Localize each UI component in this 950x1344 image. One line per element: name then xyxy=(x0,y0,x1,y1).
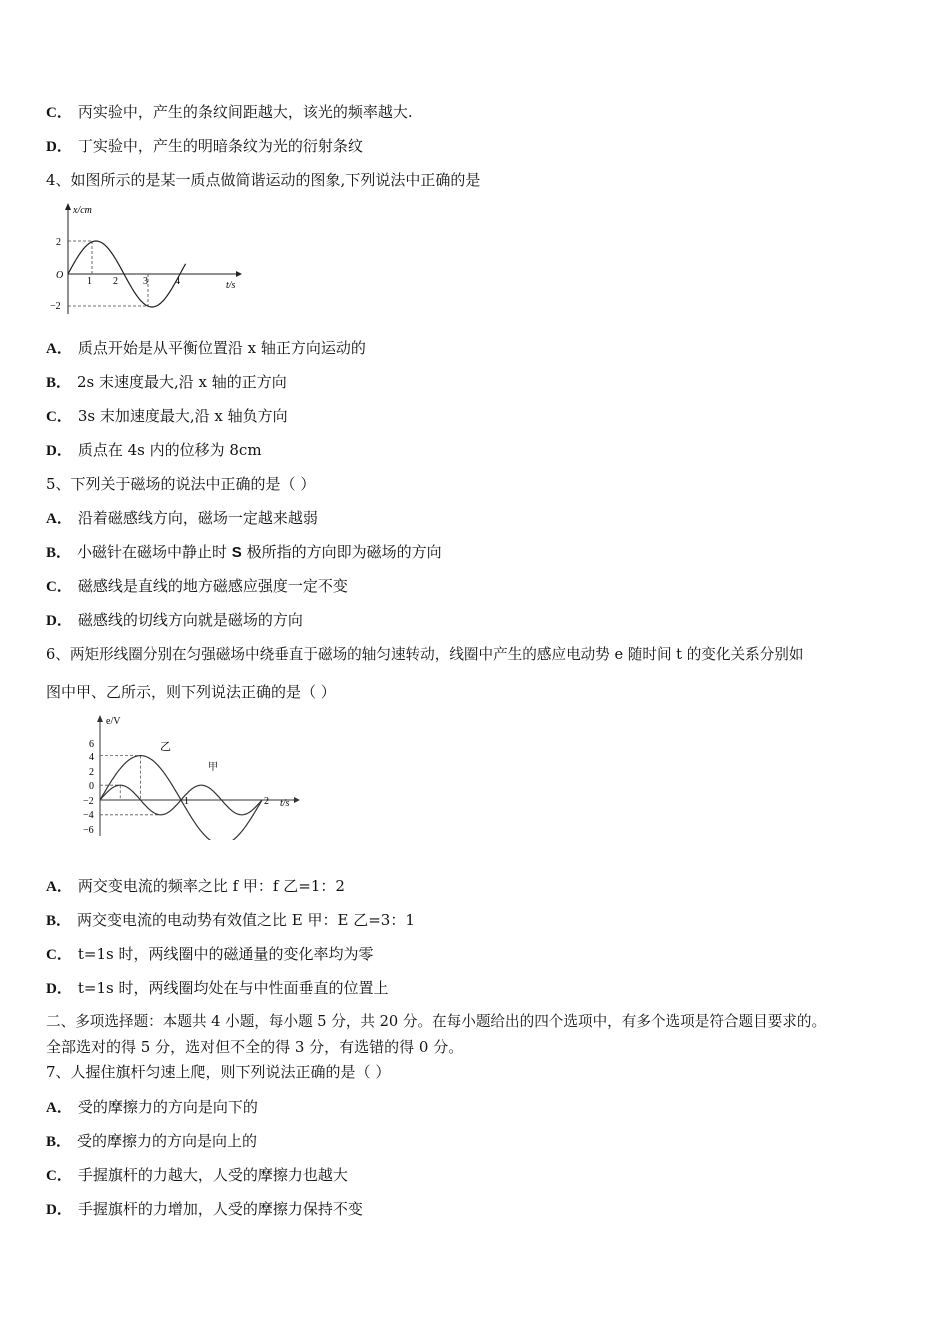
shm-graph xyxy=(46,198,246,318)
q5-option-a xyxy=(46,508,318,529)
option-label: C． xyxy=(46,1168,72,1184)
option-label: B． xyxy=(46,375,72,391)
option-text: 两交变电流的电动势有效值之比 E 甲：E 乙=3：1 xyxy=(77,911,415,929)
option-label: D． xyxy=(46,443,72,459)
q6-stem-line2: 图中甲、乙所示，则下列说法正确的是（ ） xyxy=(46,683,336,701)
option-text: 磁感线是直线的地方磁感应强度一定不变 xyxy=(77,577,348,595)
section2-heading-line1: 二、多项选择题：本题共 4 小题，每小题 5 分，共 20 分。在每小题给出的四个选项中，有多个选项是符合题目要求的。 xyxy=(46,1013,827,1030)
q4-stem: 4、如图所示的是某一质点做简谐运动的图象,下列说法中正确的是 xyxy=(46,171,481,189)
q4-option-d xyxy=(46,440,262,461)
option-text: 手握旗杆的力增加，人受的摩擦力保持不变 xyxy=(77,1200,363,1218)
option-text: 3s 末加速度最大,沿 x 轴负方向 xyxy=(77,407,288,425)
x-axis-arrow xyxy=(236,271,242,277)
option-text: 质点开始是从平衡位置沿 x 轴正方向运动的 xyxy=(77,339,366,357)
q5-option-b xyxy=(46,542,442,563)
q6-option-d xyxy=(46,978,388,999)
series-label-yi: 乙 xyxy=(160,741,171,753)
option-text: 受的摩擦力的方向是向下的 xyxy=(77,1098,258,1116)
option-label: D． xyxy=(46,613,72,629)
q3-option-c xyxy=(46,102,413,123)
q4-option-a xyxy=(46,338,366,359)
y-tick-neg2: −2 xyxy=(50,301,61,312)
y-tick-6: 6 xyxy=(89,739,94,750)
q6-option-b xyxy=(46,910,415,931)
y-tick-neg6: −6 xyxy=(83,825,94,836)
option-label: B． xyxy=(46,545,72,561)
option-text-before: 小磁针在磁场中静止时 xyxy=(77,543,232,561)
q3-option-d xyxy=(46,136,363,157)
x-axis-arrow xyxy=(294,797,300,803)
y-axis-arrow xyxy=(65,203,71,210)
q4-option-b xyxy=(46,372,287,393)
y-tick-0: 0 xyxy=(89,781,94,792)
q7-option-d xyxy=(46,1199,363,1220)
option-label: D． xyxy=(46,981,72,997)
series-label-jia: 甲 xyxy=(208,762,218,773)
y-tick-neg4: −4 xyxy=(83,810,94,821)
option-text: 丁实验中，产生的明暗条纹为光的衍射条纹 xyxy=(77,137,363,155)
x-tick-3: 3 xyxy=(143,276,148,287)
q5-option-d xyxy=(46,610,303,631)
curve-yi xyxy=(100,756,262,840)
option-label: C． xyxy=(46,579,72,595)
q6-option-a xyxy=(46,876,345,897)
option-label: D． xyxy=(46,139,72,155)
option-text: 质点在 4s 内的位移为 8cm xyxy=(77,441,262,459)
y-axis-arrow xyxy=(97,715,103,722)
option-label: C． xyxy=(46,409,72,425)
q4-option-c xyxy=(46,406,288,427)
emf-graph xyxy=(76,712,306,840)
option-label: B． xyxy=(46,913,72,929)
option-text-s: S xyxy=(231,544,242,561)
option-text: t=1s 时，两线圈中的磁通量的变化率均为零 xyxy=(77,945,374,963)
option-text: 沿着磁感线方向，磁场一定越来越弱 xyxy=(77,509,318,527)
option-label: B． xyxy=(46,1134,72,1150)
q5-stem: 5、下列关于磁场的说法中正确的是（ ） xyxy=(46,475,316,493)
y-tick-neg2: −2 xyxy=(83,796,94,807)
option-label: C． xyxy=(46,947,72,963)
option-text: 受的摩擦力的方向是向上的 xyxy=(77,1132,258,1150)
x-tick-1: 1 xyxy=(184,796,189,807)
q5-option-c xyxy=(46,576,348,597)
option-text-after: 极所指的方向即为磁场的方向 xyxy=(241,543,442,561)
x-tick-4: 4 xyxy=(175,276,180,287)
y-axis-label: e/V xyxy=(106,716,121,727)
x-axis-label: t/s xyxy=(226,280,236,291)
q6-option-c xyxy=(46,944,373,965)
option-text: 2s 末速度最大,沿 x 轴的正方向 xyxy=(77,373,287,391)
x-tick-2: 2 xyxy=(264,796,269,807)
x-tick-2: 2 xyxy=(113,276,118,287)
y-tick-2: 2 xyxy=(56,237,61,248)
q6-stem-line1: 6、两矩形线圈分别在匀强磁场中绕垂直于磁场的轴匀速转动，线圈中产生的感应电动势 e 随时间 t 的变化关系分别如 xyxy=(46,646,804,663)
y-tick-2: 2 xyxy=(89,767,94,778)
option-text: 磁感线的切线方向就是磁场的方向 xyxy=(77,611,303,629)
q7-option-a xyxy=(46,1097,258,1118)
origin-label: O xyxy=(56,270,64,281)
option-label: A． xyxy=(46,511,72,527)
section2-heading-line2: 全部选对的得 5 分，选对但不全的得 3 分，有选错的得 0 分。 xyxy=(46,1038,464,1056)
x-axis-label: t/s xyxy=(280,798,290,809)
option-text: 手握旗杆的力越大，人受的摩擦力也越大 xyxy=(77,1166,348,1184)
q7-stem: 7、人握住旗杆匀速上爬，则下列说法正确的是（ ） xyxy=(46,1063,391,1081)
y-axis-label: x/cm xyxy=(73,205,92,216)
option-label: D． xyxy=(46,1202,72,1218)
y-tick-4: 4 xyxy=(89,752,94,763)
option-label: A． xyxy=(46,1100,72,1116)
option-text: 丙实验中，产生的条纹间距越大，该光的频率越大. xyxy=(77,103,413,121)
q7-option-c xyxy=(46,1165,348,1186)
x-tick-1: 1 xyxy=(87,276,92,287)
option-text: t=1s 时，两线圈均处在与中性面垂直的位置上 xyxy=(77,979,389,997)
option-label: A． xyxy=(46,341,72,357)
option-label: A． xyxy=(46,879,72,895)
option-label: C． xyxy=(46,105,72,121)
q7-option-b xyxy=(46,1131,257,1152)
option-text: 两交变电流的频率之比 f 甲：f 乙=1：2 xyxy=(77,877,345,895)
